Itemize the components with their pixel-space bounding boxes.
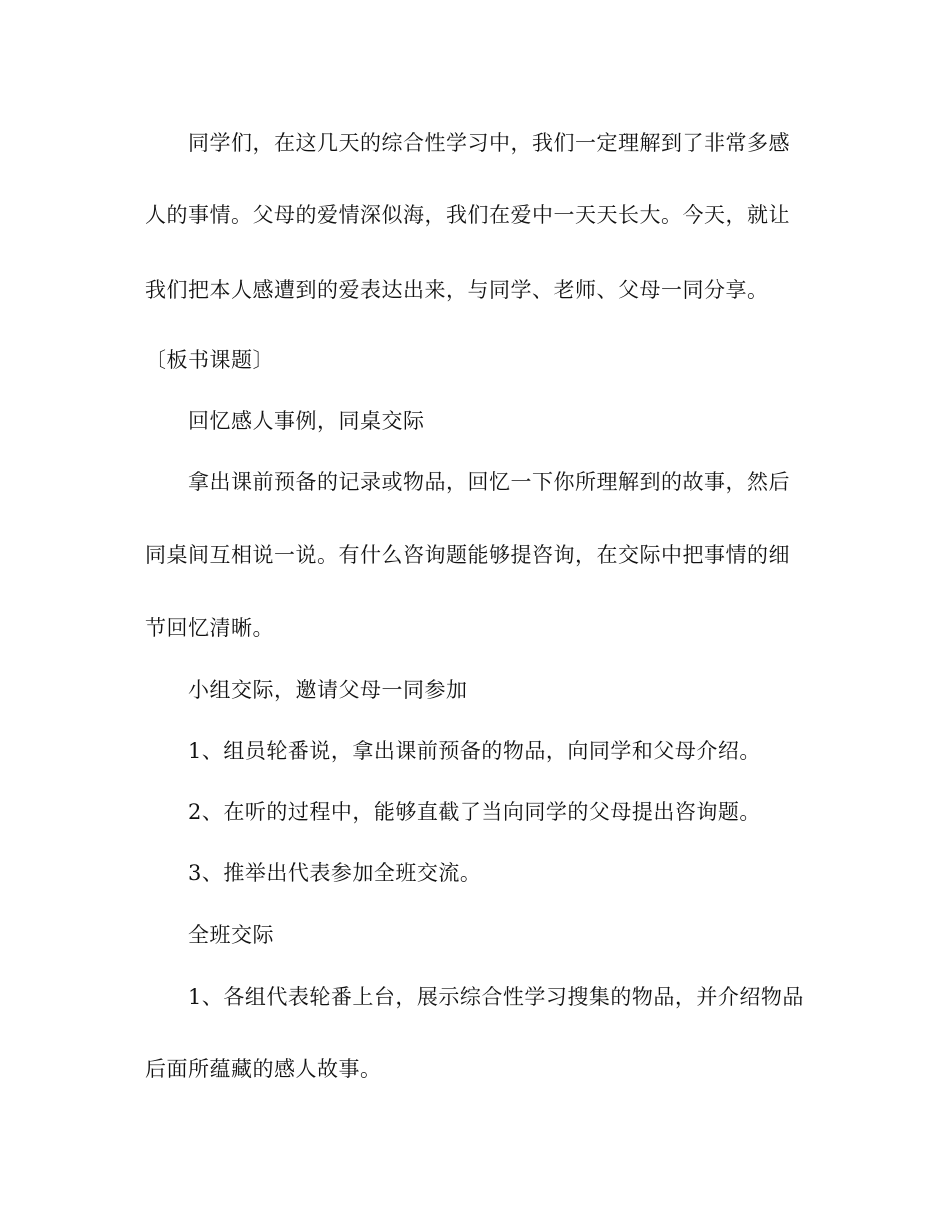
paragraph-intro-line-3: 我们把本人感遭到的爱表达出来，与同学、老师、父母一同分享。 — [145, 278, 769, 302]
paragraph-desk-mate-line-1: 拿出课前预备的记录或物品，回忆一下你所理解到的故事，然后 — [188, 470, 790, 494]
section-heading-class: 全班交际 — [188, 923, 274, 947]
blackboard-title-note: 〔板书课题〕 — [145, 348, 274, 372]
class-step-1-line-1: 1、各组代表轮番上台，展示综合性学习搜集的物品，并介绍物品 — [188, 985, 804, 1009]
group-step-3: 3、推举出代表参加全班交流。 — [188, 861, 482, 885]
paragraph-intro-line-1: 同学们，在这几天的综合性学习中，我们一定理解到了非常多感 — [188, 131, 790, 155]
paragraph-desk-mate-line-3: 节回忆清晰。 — [145, 616, 274, 640]
paragraph-desk-mate-line-2: 同桌间互相说一说。有什么咨询题能够提咨询，在交际中把事情的细 — [145, 543, 790, 567]
paragraph-intro-line-2: 人的事情。父母的爱情深似海，我们在爱中一天天长大。今天，就让 — [145, 203, 790, 227]
section-heading-group: 小组交际，邀请父母一同参加 — [188, 678, 468, 702]
group-step-2: 2、在听的过程中，能够直截了当向同学的父母提出咨询题。 — [188, 800, 761, 824]
section-heading-desk-mate: 回忆感人事例，同桌交际 — [188, 409, 425, 433]
group-step-1: 1、组员轮番说，拿出课前预备的物品，向同学和父母介绍。 — [188, 739, 761, 763]
class-step-1-line-2: 后面所蕴藏的感人故事。 — [145, 1057, 382, 1081]
